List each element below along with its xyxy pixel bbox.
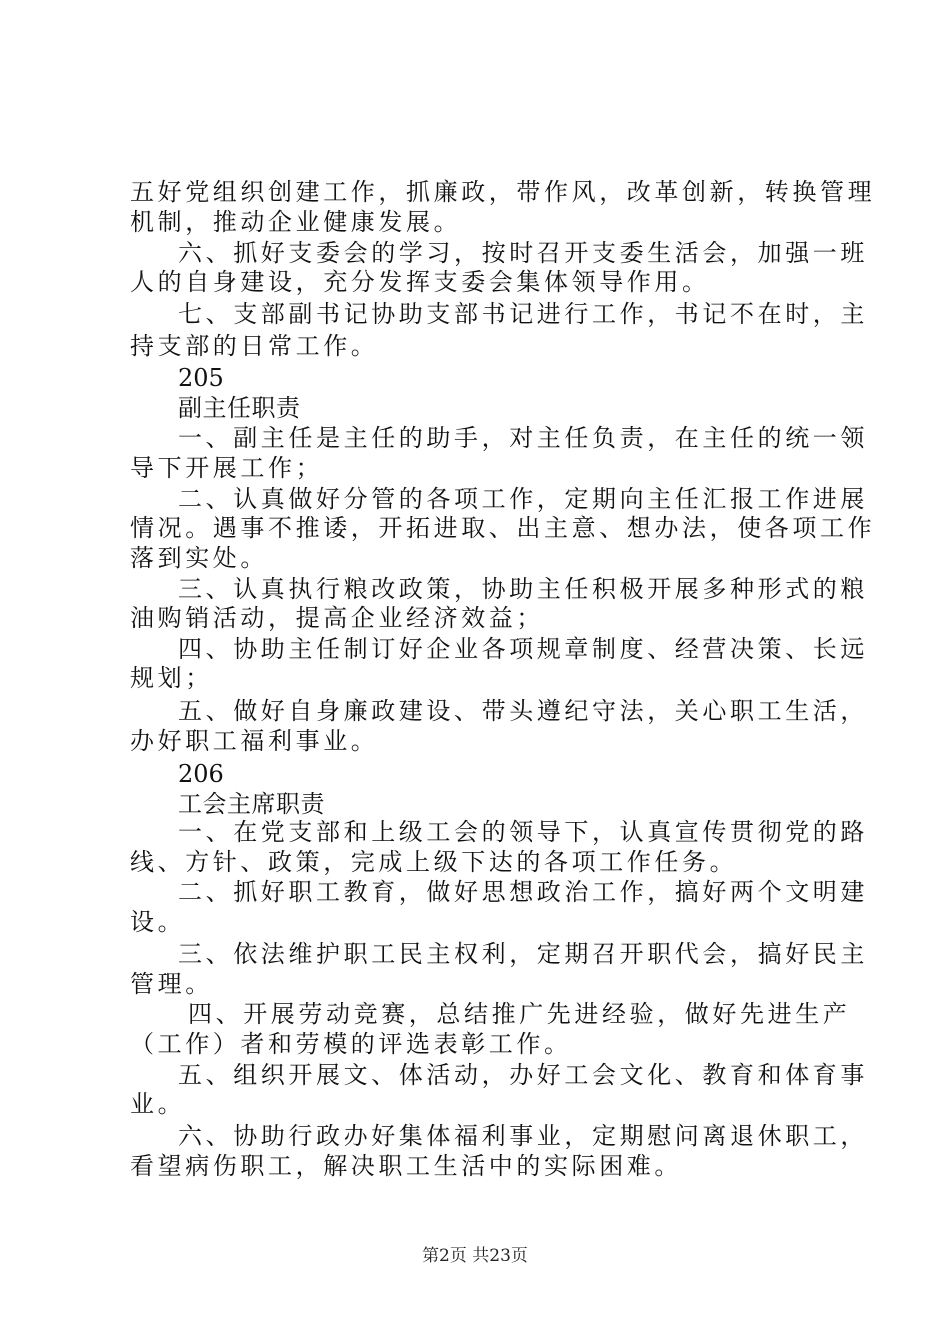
body-line: 情况。遇事不推诿，开拓进取、出主意、想办法，使各项工作 <box>130 514 876 542</box>
body-line: 设。 <box>130 908 186 936</box>
body-line: 三、依法维护职工民主权利，定期召开职代会，搞好民主 <box>178 940 868 968</box>
body-line: 五好党组织创建工作，抓廉政，带作风，改革创新，转换管理 <box>130 178 876 206</box>
body-line: 二、抓好职工教育，做好思想政治工作，搞好两个文明建 <box>178 878 868 906</box>
section-title: 副主任职责 <box>178 394 301 422</box>
body-line: 机制，推动企业健康发展。 <box>130 208 462 236</box>
body-line: 五、做好自身廉政建设、带头遵纪守法，关心职工生活， <box>178 697 868 725</box>
section-number: 205 <box>178 364 224 392</box>
section-title: 工会主席职责 <box>178 790 325 818</box>
body-line: 管理。 <box>130 970 213 998</box>
body-line: 看望病伤职工，解决职工生活中的实际困难。 <box>130 1152 682 1180</box>
body-line: 一、副主任是主任的助手，对主任负责，在主任的统一领 <box>178 424 868 452</box>
section-number: 206 <box>178 760 224 788</box>
body-line: （工作）者和劳模的评选表彰工作。 <box>130 1030 572 1058</box>
body-line: 二、认真做好分管的各项工作，定期向主任汇报工作进展 <box>178 485 868 513</box>
body-line: 六、协助行政办好集体福利事业，定期慰问离退休职工， <box>178 1122 868 1150</box>
body-line: 业。 <box>130 1090 186 1118</box>
body-line: 一、在党支部和上级工会的领导下，认真宣传贯彻党的路 <box>178 818 868 846</box>
body-line: 导下开展工作； <box>130 454 324 482</box>
body-line: 七、支部副书记协助支部书记进行工作，书记不在时，主 <box>178 300 868 328</box>
body-line: 人的自身建设，充分发挥支委会集体领导作用。 <box>130 268 710 296</box>
body-line: 规划； <box>130 664 213 692</box>
body-line: 三、认真执行粮改政策，协助主任积极开展多种形式的粮 <box>178 575 868 603</box>
page-footer: 第2页 共23页 <box>422 1246 528 1266</box>
body-line: 六、抓好支委会的学习，按时召开支委生活会，加强一班 <box>178 239 868 267</box>
body-line: 四、开展劳动竞赛，总结推广先进经验，做好先进生产 <box>188 1000 851 1028</box>
body-line: 持支部的日常工作。 <box>130 332 379 360</box>
body-line: 办好职工福利事业。 <box>130 727 379 755</box>
body-line: 落到实处。 <box>130 544 268 572</box>
body-line: 油购销活动，提高企业经济效益； <box>130 604 544 632</box>
body-line: 四、协助主任制订好企业各项规章制度、经营决策、长远 <box>178 635 868 663</box>
body-line: 五、组织开展文、体活动，办好工会文化、教育和体育事 <box>178 1061 868 1089</box>
body-line: 线、方针、政策，完成上级下达的各项工作任务。 <box>130 848 738 876</box>
